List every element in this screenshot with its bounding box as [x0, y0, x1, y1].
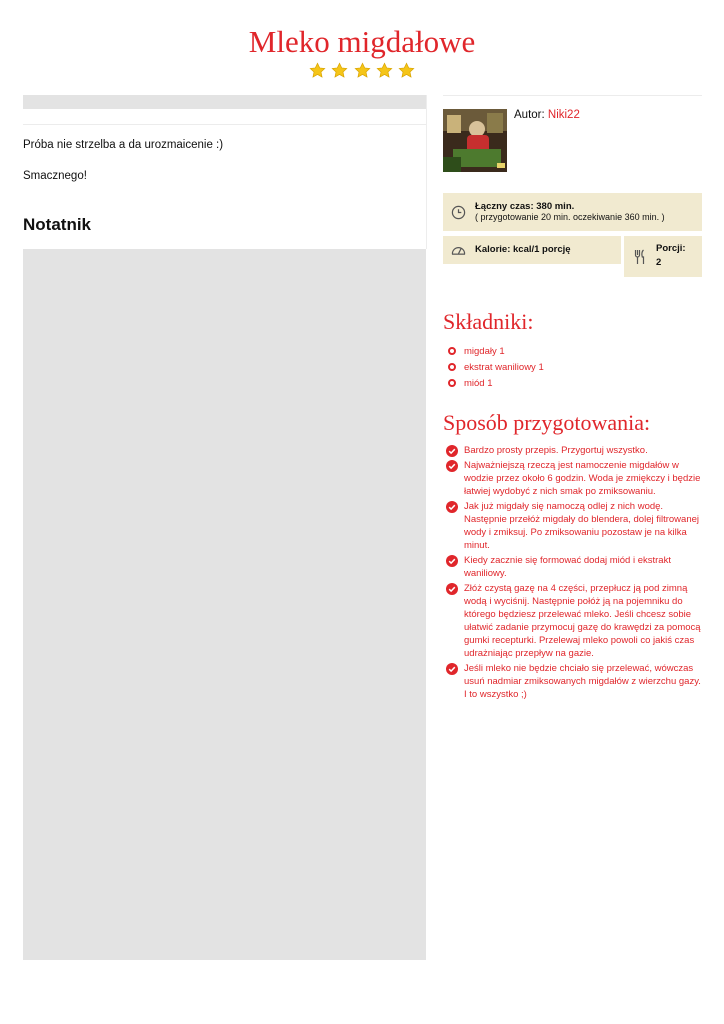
- total-time: Łączny czas: 380 min.: [475, 201, 575, 212]
- preparation-steps: [446, 444, 702, 703]
- ingredient-item: migdały 1: [448, 343, 544, 359]
- bullet-icon: [448, 347, 456, 355]
- calories-text: Kalorie: kcal/1 porcję: [475, 244, 571, 255]
- notes-heading: Notatnik: [23, 215, 91, 234]
- column-divider: [426, 95, 427, 249]
- description-line: Smacznego!: [23, 170, 87, 182]
- step-item: Złóż czystą gazę na 4 części, przepłucz ją pod zimną wodą i wyciśnij. Następnie połóż ją na pojemniku do którego będziesz przelewać mleko. Jeśli chcesz sobie ułatwić zadanie przymocuj gazę do krawędzi za pomocą gumki recepturki. Przelewaj mleko powoli co jakiś czas udrażniając przepływ na gazie.: [446, 582, 702, 660]
- author-link[interactable]: Niki22: [547, 109, 580, 121]
- description-line: Próba nie strzelba a da urozmaicenie :): [23, 139, 224, 151]
- divider: [23, 124, 426, 125]
- check-circle-icon: [446, 555, 458, 567]
- step-item: Bardzo prosty przepis. Przygortuj wszystko.: [446, 444, 702, 457]
- step-item: Jeśli mleko nie będzie chciało się przelewać, wówczas usuń nadmiar zmiksowanych migdałów z wierzchu gazy. I to wszystko ;): [446, 662, 702, 701]
- star-icon: [354, 62, 371, 79]
- step-item: Jak już migdały się namoczą odlej z nich wodę. Następnie przełóż migdały do blendera, dolej filtrowanej wody i zmiksuj. Po zmiksowaniu pozostaw je na kilka minut.: [446, 500, 702, 552]
- ingredient-item: ekstrat waniliowy 1: [448, 359, 544, 375]
- step-item: Najważniejszą rzeczą jest namoczenie migdałów w wodzie przez około 6 godzin. Woda je zmiękczy i będzie łatwiej wydobyć z nich smak po zmiksowaniu.: [446, 459, 702, 498]
- portions-value: 2: [656, 257, 662, 268]
- divider: [443, 95, 702, 96]
- portions-box: [624, 236, 702, 277]
- check-circle-icon: [446, 445, 458, 457]
- portions-label: Porcji:: [656, 243, 686, 254]
- calories-box: [443, 236, 621, 264]
- preparation-heading: Sposób przygotowania:: [443, 410, 651, 435]
- author-label: Autor: Niki22: [514, 109, 580, 121]
- bullet-icon: [448, 363, 456, 371]
- time-detail: ( przygotowanie 20 min. oczekiwanie 360 min. ): [475, 212, 665, 222]
- check-circle-icon: [446, 460, 458, 472]
- cutlery-icon: [634, 249, 646, 265]
- notes-area[interactable]: [23, 249, 426, 960]
- check-circle-icon: [446, 501, 458, 513]
- check-circle-icon: [446, 583, 458, 595]
- star-icon: [376, 62, 393, 79]
- step-item: Kiedy zacznie się formować dodaj miód i ekstrakt waniliowy.: [446, 554, 702, 580]
- star-icon: [331, 62, 348, 79]
- image-placeholder-strip: [23, 95, 426, 109]
- check-circle-icon: [446, 663, 458, 675]
- clock-icon: [451, 205, 466, 220]
- ingredients-heading: Składniki:: [443, 309, 534, 334]
- ingredient-item: miód 1: [448, 375, 544, 391]
- gauge-icon: [451, 242, 466, 256]
- author-avatar[interactable]: [443, 109, 507, 172]
- star-icon: [398, 62, 415, 79]
- rating-stars: [0, 62, 724, 84]
- recipe-title: Mleko migdałowe: [248, 24, 476, 59]
- bullet-icon: [448, 379, 456, 387]
- star-icon: [309, 62, 326, 79]
- ingredients-list: [448, 343, 544, 391]
- total-time-box: [443, 193, 702, 231]
